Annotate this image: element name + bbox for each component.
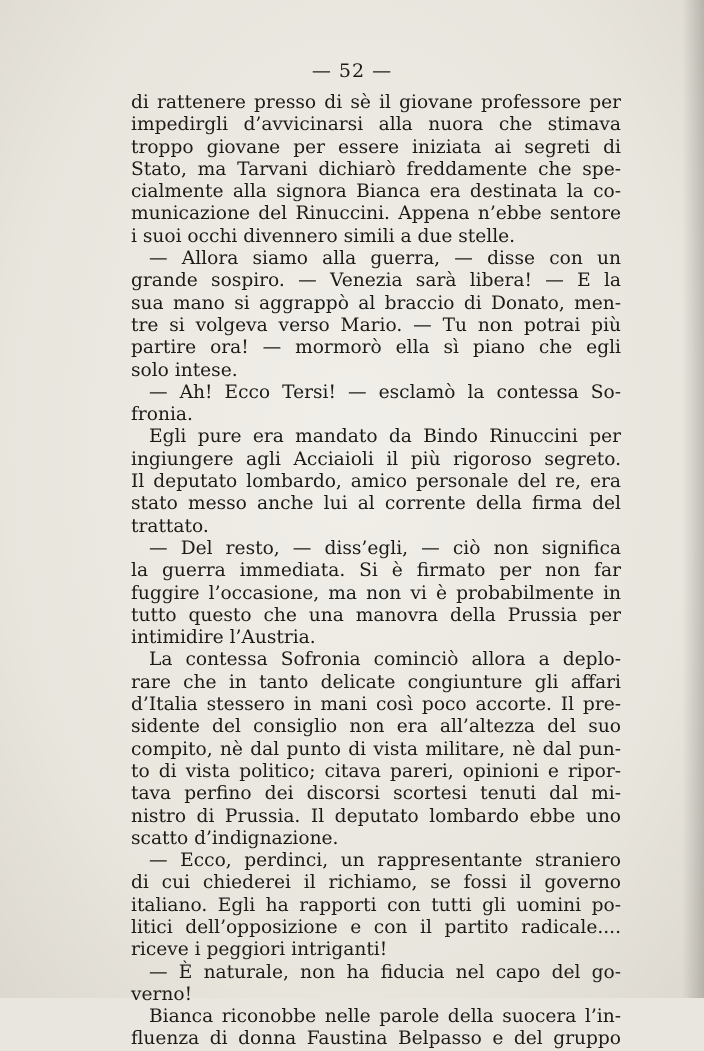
text-line: verno! <box>131 983 193 1005</box>
text-line: La contessa Sofronia cominciò allora a deplo- <box>149 649 621 671</box>
text-line: Egli pure era mandato da Bindo Rinuccini per <box>149 426 621 448</box>
text-line: di cui chiederei il richiamo, se fossi il governo <box>131 872 621 894</box>
text-line: tutto questo che una manovra della Prussia per <box>131 604 621 626</box>
text-line: d’Italia stessero in mani così poco accorte. Il pre- <box>131 694 621 716</box>
text-line: riceve i peggiori intriganti! <box>131 939 388 961</box>
text-line: sua mano si aggrappò al braccio di Donato, men- <box>131 292 621 314</box>
text-line: ingiungere agli Acciaioli il più rigoroso segreto. <box>131 448 621 470</box>
text-line: — Ecco, perdinci, un rappresentante straniero <box>149 850 621 872</box>
text-line: rare che in tanto delicate congiunture gli affari <box>131 671 621 693</box>
binding-shadow <box>682 0 704 998</box>
text-line: italiano. Egli ha rapporti con tutti gli uomini po- <box>131 894 621 916</box>
text-line: to di vista politico; citava pareri, opinioni e ripor- <box>131 760 621 782</box>
text-line: tava perfino dei discorsi scortesi tenuti dal mi- <box>131 783 621 805</box>
text-line: di rattenere presso di sè il giovane professore per <box>131 92 621 113</box>
text-line: Stato, ma Tarvani dichiarò freddamente che spe- <box>131 158 621 180</box>
text-line: stato messo anche lui al corrente della firma del <box>131 493 621 515</box>
text-line: fluenza di donna Faustina Belpasso e del gruppo <box>131 1028 621 1050</box>
body-text <box>131 92 621 1051</box>
text-line: sidente del consiglio non era all’altezza del suo <box>131 716 621 738</box>
text-line: grande sospiro. — Venezia sarà libera! — E la <box>131 270 621 292</box>
text-line: partire ora! — mormorò ella sì piano che egli <box>131 337 621 359</box>
text-line: tre si volgeva verso Mario. — Tu non potrai più <box>131 314 621 336</box>
text-line: impedirgli d’avvicinarsi alla nuora che stimava <box>131 114 621 136</box>
text-line: trattato. <box>131 515 209 537</box>
page-number: — 52 — <box>311 60 393 82</box>
text-line: fronia. <box>131 404 193 426</box>
text-line: la guerra immediata. Si è firmato per non far <box>131 560 621 582</box>
text-line: cialmente alla signora Bianca era destinata la co- <box>131 181 621 203</box>
text-line: nistro di Prussia. Il deputato lombardo ebbe uno <box>131 805 621 827</box>
text-line: Bianca riconobbe nelle parole della suocera l’in- <box>149 1006 621 1028</box>
text-line: i suoi occhi divennero simili a due stelle. <box>131 225 516 247</box>
text-line: — Del resto, — diss’egli, — ciò non significa <box>149 537 621 559</box>
text-line: intimidire l’Austria. <box>131 627 316 649</box>
text-line: fuggire l’occasione, ma non vi è probabilmente in <box>131 582 621 604</box>
text-line: — Allora siamo alla guerra, — disse con un <box>149 248 621 270</box>
text-line: — Ah! Ecco Tersi! — esclamò la contessa So- <box>149 381 621 403</box>
text-line: scatto d’indignazione. <box>131 827 339 849</box>
text-line: litici dell’opposizione e con il partito radicale.... <box>131 916 621 938</box>
text-line: municazione del Rinuccini. Appena n’ebbe sentore <box>131 203 621 225</box>
text-line: Il deputato lombardo, amico personale del re, era <box>131 471 621 493</box>
text-line: — È naturale, non ha fiducia nel capo del go- <box>149 961 621 983</box>
text-line: solo intese. <box>131 359 238 381</box>
text-line: compito, nè dal punto di vista militare, nè dal pun- <box>131 738 621 760</box>
text-line: troppo giovane per essere iniziata ai segreti di <box>131 136 621 158</box>
